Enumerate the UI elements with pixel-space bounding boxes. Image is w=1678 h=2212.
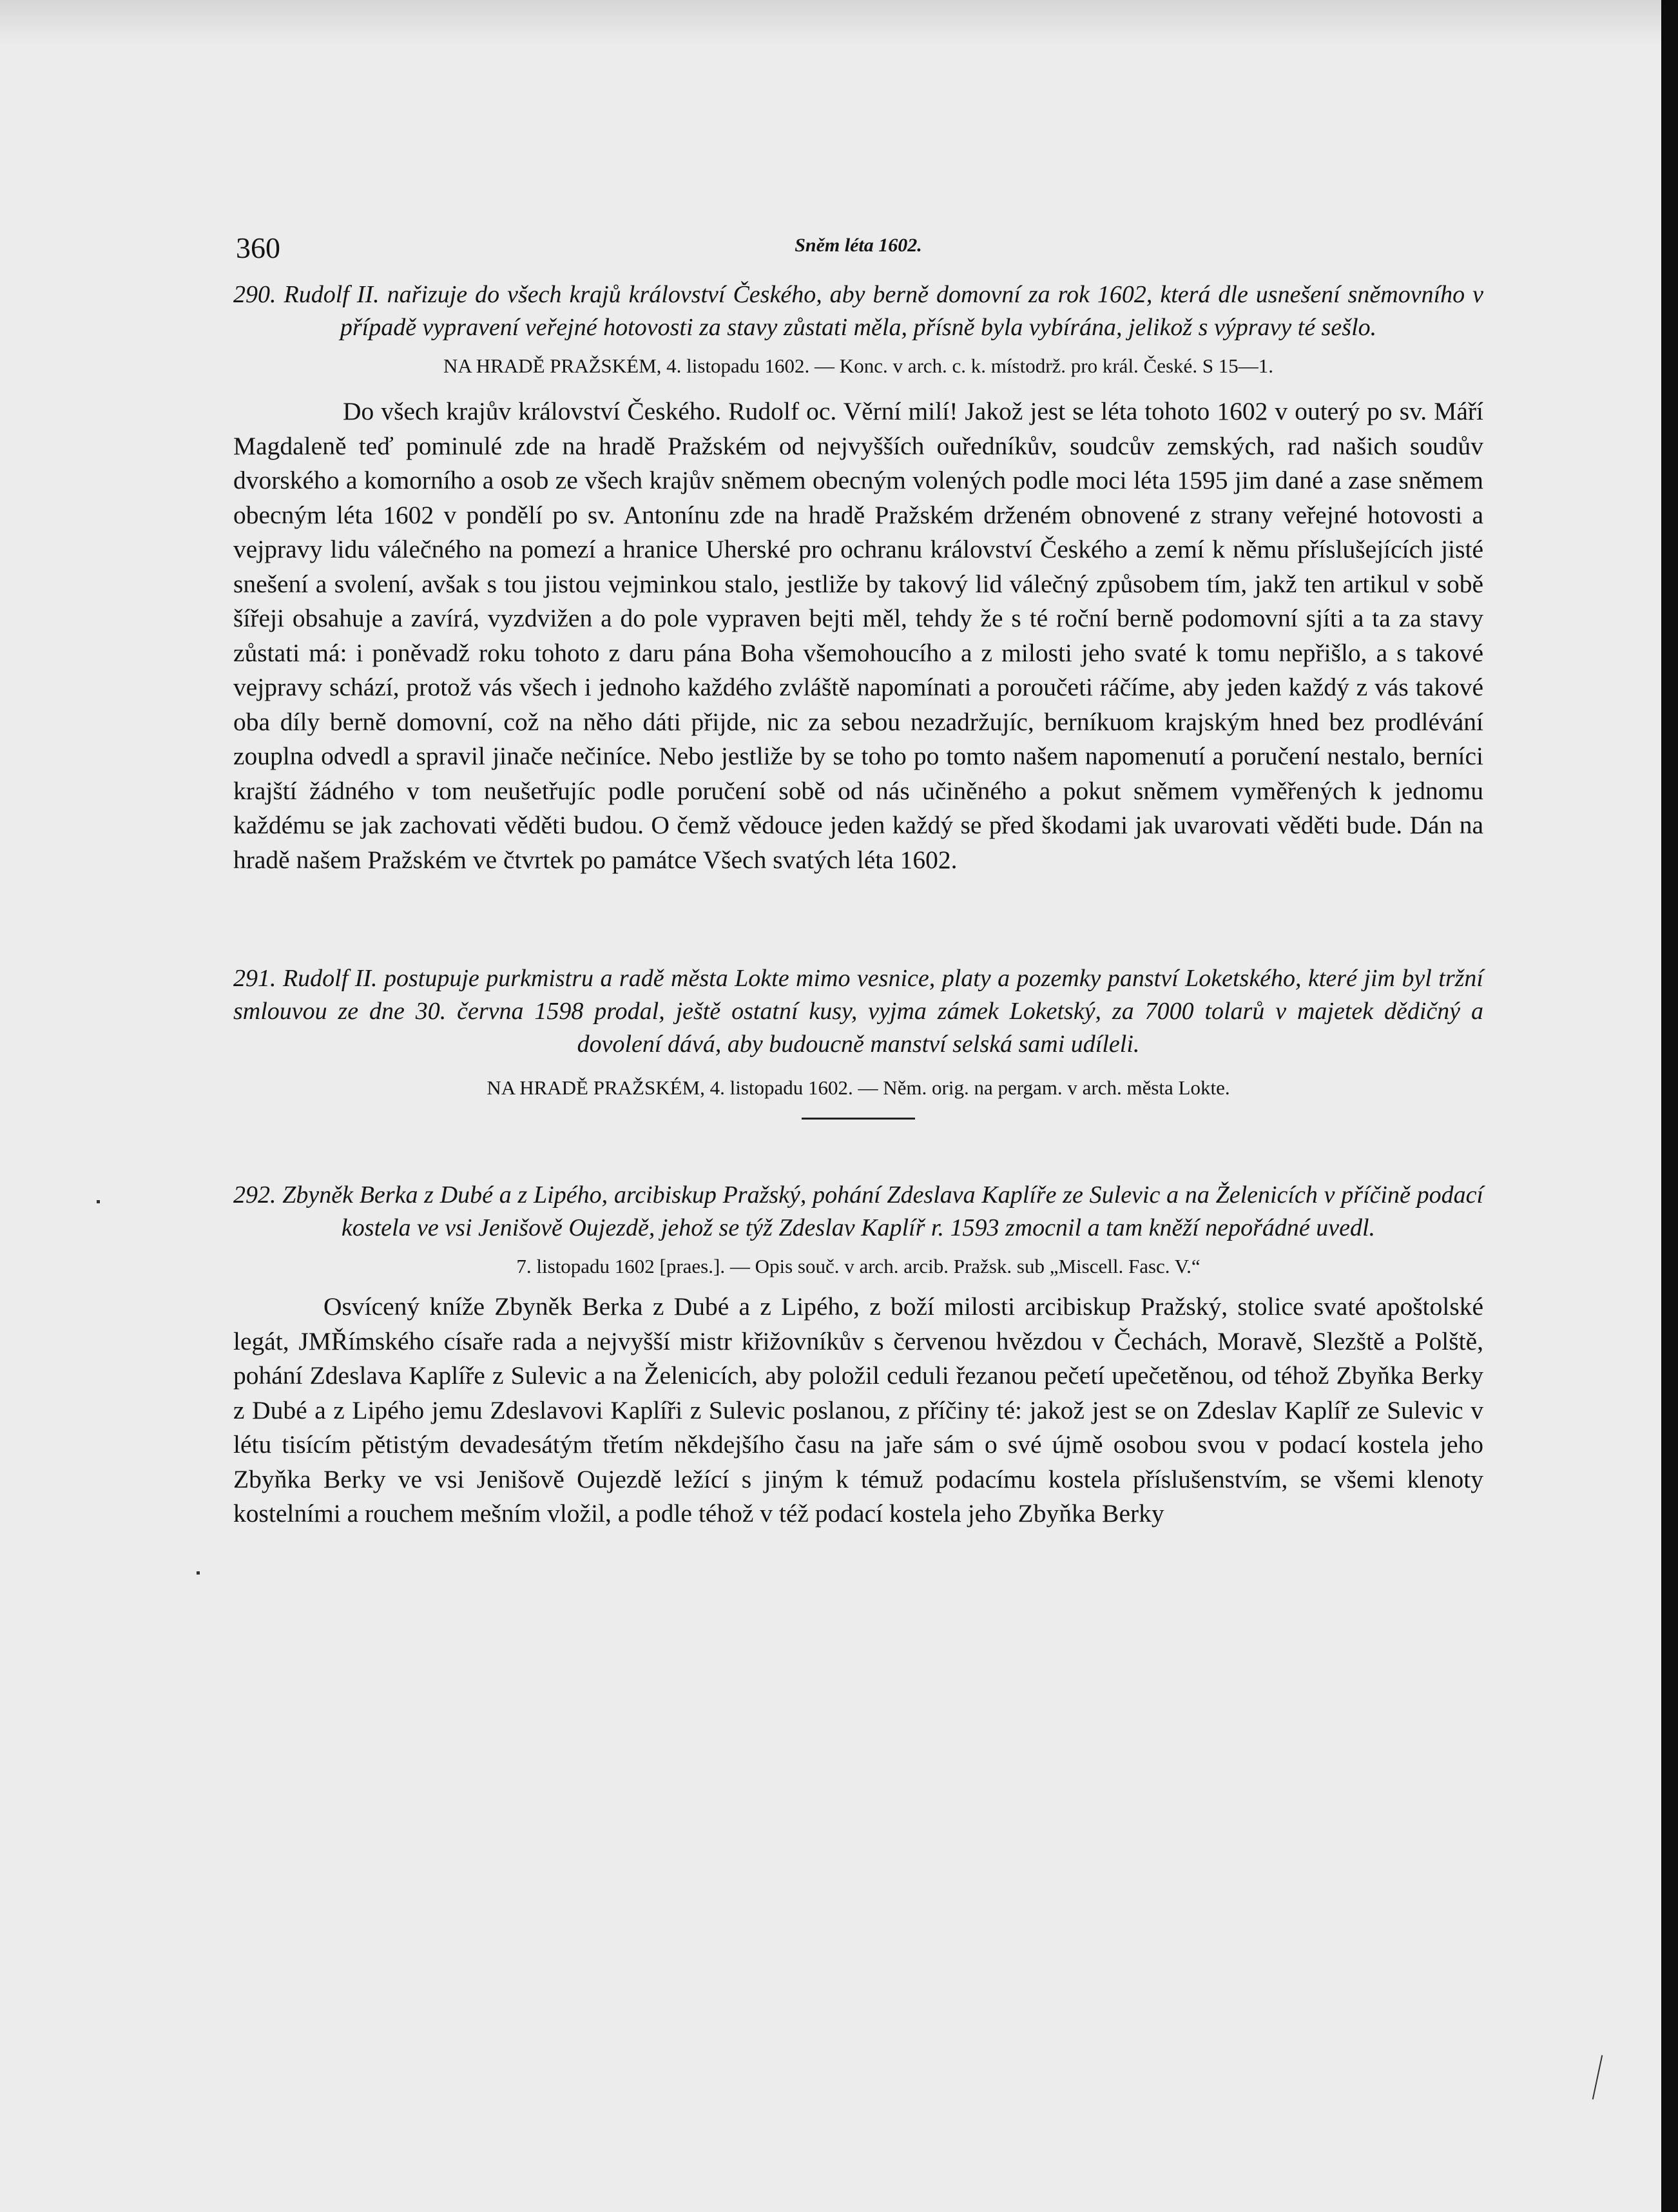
entry-291-source: NA HRADĚ PRAŽSKÉM, 4. listopadu 1602. — Něm. orig. na pergam. v arch. města Lokte.	[487, 1076, 1230, 1099]
entry-290-text: Do všech krajův království Českého. Rudolf oc. Věrní milí! Jakož jest se léta tohoto 1602 v outerý po sv. Máří Magdaleně teď pominulé zde na hradě Pražském od nejvyšších ouředníkův, soudcův zemských, rad našich soudův dvorského a komorního a osob ze všech krajův sněmem obecným volených podle moci léta 1595 jim dané a zase sněmem obecným léta 1602 v pondělí po sv. Antonínu zde na hradě Pražském drženém obnovené z strany veřejné hotovosti a vejpravy lidu válečného na pomezí a hranice Uherské pro ochranu království Českého a zemí k němu příslušejících jisté snešení a svolení, avšak s tou jistou vejminkou stalo, jestliže by takový lid válečný způsobem tím, jakž ten artikul v sobě šířeji obsahuje a zavírá, vyzdvižen a do pole vypraven bejti měl, tehdy že s té roční berně podomovní sjíti a ta za stavy zůstati má: i poněvadž roku tohoto z daru pána Boha všemohoucího a z milosti jeho svaté k tomu nepřišlo, a s takové vejpravy schází, protož vás všech i jednoho každého zvláště napomínati a poroučeti ráčíme, aby jeden každý z vás takové oba díly berně domovní, což na něho dáti přijde, nic za sebou nezadržujíc, berníkuom krajským hned bez prodlévání zouplna odvedl a spravil jinače nečiníce. Nebo jestliže by se toho po tomto našem napomenutí a poručení nestalo, berníci krajští žádného v tom neušetřujíc podle poručení sobě od nás učiněného a pokut sněmem vyměřených k jednomu každému se jak zachovati věděti budou. O čemž vědouce jeden každý se před škodami jak uvarovati věděti bude. Dán na hradě našem Pražském ve čtvrtek po památce Všech svatých léta 1602.	[233, 397, 1483, 874]
entry-292-regest: 292. Zbyněk Berka z Dubé a z Lipého, arcibiskup Pražský, pohání Zdeslava Kaplíře ze Sulevic a na Želenicích v příčině podací kostela ve vsi Jenišově Oujezdě, jehož se týž Zdeslav Kaplíř r. 1593 zmocnil a tam kněží nepořádné uvedl.	[233, 1181, 1483, 1241]
running-head: Sněm léta 1602.	[795, 235, 922, 256]
scan-edge	[1661, 0, 1678, 2212]
section-divider	[802, 1118, 915, 1120]
scan-speck	[97, 1200, 100, 1203]
entry-290-source: NA HRADĚ PRAŽSKÉM, 4. listopadu 1602. — Konc. v arch. c. k. místodrž. pro král. České. S 15—1.	[443, 354, 1274, 377]
scan-shadow	[0, 0, 1678, 45]
page-number: 360	[236, 231, 280, 264]
entry-290-regest: 290. Rudolf II. nařizuje do všech krajů království Českého, aby berně domovní za rok 1602, která dle usnešení sněmovního v případě vypravení veřejné hotovosti za stavy zůstati měla, přísně byla vybírána, jelikož s výpravy té sešlo.	[233, 281, 1483, 341]
scan-speck	[197, 1571, 200, 1575]
document-page	[233, 231, 1483, 1531]
scan-mark	[1592, 2055, 1603, 2100]
page-header	[233, 231, 1483, 272]
entry-291-regest: 291. Rudolf II. postupuje purkmistru a radě města Lokte mimo vesnice, platy a pozemky panství Loketského, které jim byl tržní smlouvou ze dne 30. června 1598 prodal, ještě ostatní kusy, vyjma zámek Loketský, za 7000 tolarů v majetek dědičný a dovolení dává, aby budoucně manství selská sami udíleli.	[233, 965, 1483, 1058]
entry-292-source: 7. listopadu 1602 [praes.]. — Opis souč. v arch. arcib. Pražsk. sub „Miscell. Fasc. V.“	[516, 1255, 1201, 1277]
entry-292-text: Osvícený kníže Zbyněk Berka z Dubé a z Lipého, z boží milosti arcibiskup Pražský, stolice svaté apoštolské legát, JMŘímského císaře rada a nejvyšší mistr křižovníkův s červenou hvězdou v Čechách, Moravě, Slezště a Polště, pohání Zdeslava Kaplíře z Sulevic a na Želenicích, aby položil ceduli řezanou pečetí upečetěnou, od téhož Zbyňka Berky z Dubé a z Lipého jemu Zdeslavovi Kaplíři z Sulevic poslanou, z příčiny té: jakož jest se on Zdeslav Kaplíř ze Sulevic v létu tisícím pětistým devadesátým třetím někdejšího času na jaře sám o své újmě osobou svou v podací kostela jeho Zbyňka Berky ve vsi Jenišově Oujezdě ležící s jiným k témuž podacímu kostela příslušenstvím, se všemi klenoty kostelními a rouchem mešním vložil, a podle téhož v též podací kostela jeho Zbyňka Berky	[233, 1292, 1483, 1528]
